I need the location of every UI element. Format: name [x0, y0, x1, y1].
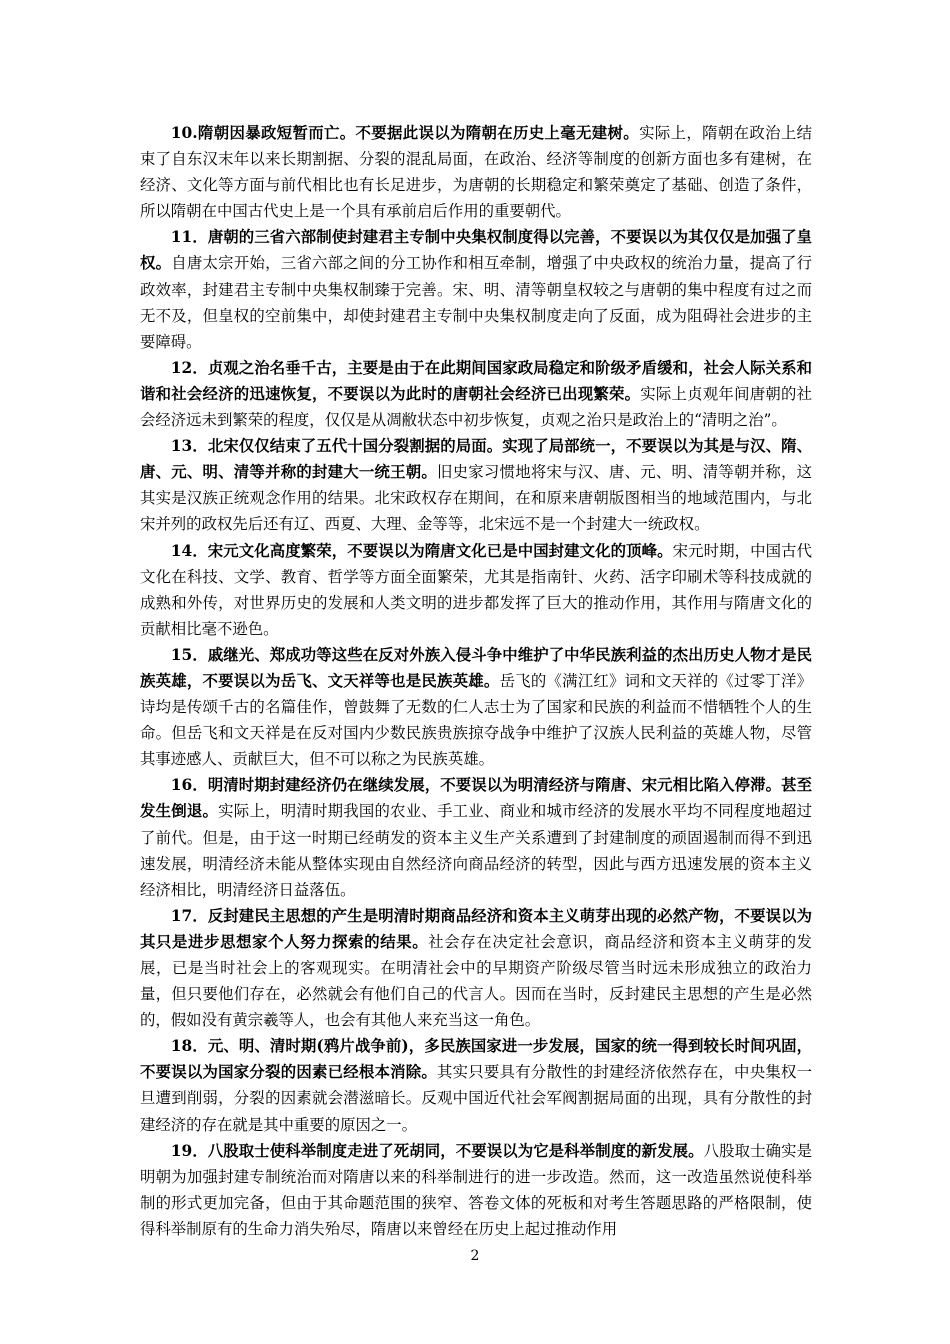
paragraph-lead: 18．元、明、清时期(鸦片战争前)，多民族国家进一步发展，国家的统一得到较长时间巩固，不要误以为国家分裂的因素已经根本消除。 [140, 1037, 812, 1082]
paragraph-text: 其实只要具有分散性的封建经济依然存在，中央集权一旦遭到削弱，分裂的因素就会潜滋暗长。反观中国近代社会军阀割据局面的出现，具有分散性的封建经济的存在就是其中重要的原因之一。 [140, 1063, 812, 1134]
paragraph-15 [140, 642, 812, 772]
paragraph-18 [140, 1033, 812, 1137]
paragraph-14 [140, 538, 812, 642]
paragraph-text: 实际上，隋朝在政治上结束了自东汉末年以来长期割据、分裂的混乱局面，在政治、经济等制度的创新方面也多有建树，在经济、文化等方面与前代相比也有长足进步，为唐朝的长期稳定和繁荣奠定了基础、创造了条件，所以隋朝在中国古代史上是一个具有承前启后作用的重要朝代。 [140, 124, 812, 221]
paragraph-text: 岳飞的《满江红》词和文天祥的《过零丁洋》诗均是传颂千古的名篇佳作，曾鼓舞了无数的仁人志士为了国家和民族的利益而不惜牺牲个人的生命。但岳飞和文天祥是在反对国内少数民族贵族掠夺战争中维护了汉族人民利益的英雄人物，尽管其事迹感人、贡献巨大，但不可以称之为民族英雄。 [140, 671, 812, 769]
page-number: 2 [470, 1248, 480, 1264]
paragraph-17 [140, 903, 812, 1033]
paragraph-text: 实际上贞观年间唐朝的社会经济远未到繁荣的程度，仅仅是从凋敝状态中初步恢复，贞观之治只是政治上的“清明之治”。 [140, 384, 812, 430]
paragraph-text: 八股取士确实是明朝为加强封建专制统治而对隋唐以来的科举制进行的进一步改造。然而，这一改造虽然说使科举制的形式更加完备，但由于其命题范围的狭窄、答卷文体的死板和对考生答题思路的严格限制，使得科举制原有的生命力消失殆尽，隋唐以来曾经在历史上起过推动作用 [140, 1141, 812, 1238]
document-body [140, 120, 812, 1242]
paragraph-lead: 11．唐朝的三省六部制使封建君主专制中央集权制度得以完善，不要误以为其仅仅是加强了皇权。 [140, 228, 812, 273]
paragraph-11 [140, 224, 812, 354]
paragraph-19 [140, 1138, 812, 1242]
paragraph-text: 宋元时期，中国古代文化在科技、文学、教育、哲学等方面全面繁荣，尤其是指南针、火药、活字印刷术等科技成就的成熟和外传，对世界历史的发展和人类文明的进步都发挥了巨大的推动作用，其作用与隋唐文化的贡献相比毫不逊色。 [140, 541, 812, 638]
paragraph-lead: 13．北宋仅仅结束了五代十国分裂割据的局面。实现了局部统一，不要误以为其是与汉、隋、唐、元、明、清等并称的封建大一统王朝。 [140, 437, 812, 482]
paragraph-10 [140, 120, 812, 224]
paragraph-text: 旧史家习惯地将宋与汉、唐、元、明、清等朝并称，这其实是汉族正统观念作用的结果。北宋政权存在期间，在和原来唐朝版图相当的地域范围内，与北宋并列的政权先后还有辽、西夏、大理、金等等，北宋远不是一个封建大一统政权。 [140, 463, 812, 534]
paragraph-lead: 19．八股取士使科举制度走进了死胡同，不要误以为它是科举制度的新发展。 [170, 1141, 704, 1160]
paragraph-lead: 15．戚继光、郑成功等这些在反对外族入侵斗争中维护了中华民族利益的杰出历史人物才是民族英雄，不要误以为岳飞、文天祥等也是民族英雄。 [140, 645, 812, 690]
paragraph-16 [140, 772, 812, 902]
paragraph-13 [140, 433, 812, 537]
paragraph-lead: 12．贞观之治名垂千古，主要是由于在此期间国家政局稳定和阶级矛盾缓和，社会人际关系和谐和社会经济的迅速恢复，不要误以为此时的唐朝社会经济已出现繁荣。 [140, 358, 812, 403]
paragraph-text: 自唐太宗开始，三省六部之间的分工协作和相互牵制，增强了中央政权的统治力量，提高了行政效率，封建君主专制中央集权制臻于完善。宋、明、清等朝皇权较之与唐朝的集中程度有过之而无不及，但皇权的空前集中，却使封建君主专制中央集权制度走向了反面，成为阻碍社会进步的主要障碍。 [140, 254, 812, 351]
paragraph-lead: 16．明清时期封建经济仍在继续发展，不要误以为明清经济与隋唐、宋元相比陷入停滞。甚至发生倒退。 [140, 776, 812, 821]
paragraph-text: 社会存在决定社会意识，商品经济和资本主义萌芽的发展，已是当时社会上的客观现实。在明清社会中的早期资产阶级尽管当时远未形成独立的政治力量，但只要他们存在，必然就会有他们自己的代言人。因而在当时，反封建民主思想的产生是必然的，假如没有黄宗羲等人，也会有其他人来充当这一角色。 [140, 932, 812, 1030]
paragraph-lead: 10.隋朝因暴政短暂而亡。不要据此误以为隋朝在历史上毫无建树。 [170, 124, 640, 142]
paragraph-12 [140, 355, 812, 433]
paragraph-lead: 17．反封建民主思想的产生是明清时期商品经济和资本主义萌芽出现的必然产物，不要误以为其只是进步思想家个人努力探索的结果。 [140, 906, 812, 951]
paragraph-lead: 14．宋元文化高度繁荣，不要误以为隋唐文化已是中国封建文化的顶峰。 [170, 541, 673, 560]
paragraph-text: 实际上，明清时期我国的农业、手工业、商业和城市经济的发展水平均不同程度地超过了前代。但是，由于这一时期已经萌发的资本主义生产关系遭到了封建制度的顽固遏制而得不到迅速发展，明清经济未能从整体实现由自然经济向商品经济的转型，因此与西方迅速发展的资本主义经济相比，明清经济日益落伍。 [140, 802, 812, 899]
